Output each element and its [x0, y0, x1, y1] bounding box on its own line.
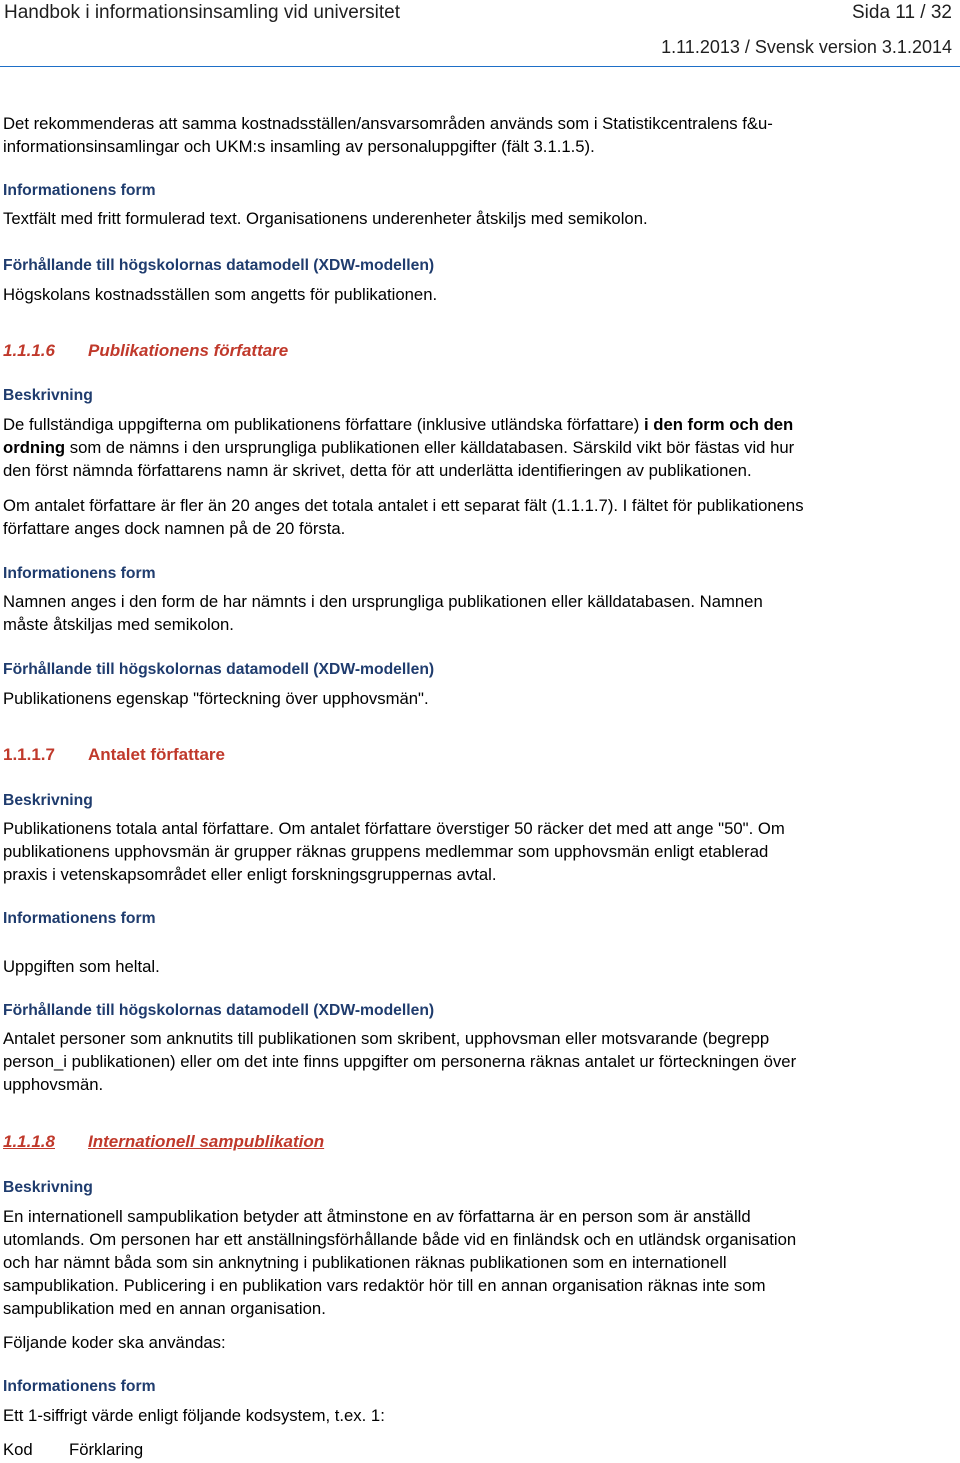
s6-p1-bold-2: ordning	[3, 438, 66, 457]
section-title: Publikationens författare	[88, 341, 289, 360]
s8-desc-line-4: sampublikation. Publicering i en publikation vars redaktör hör till en annan organisation räknas inte som	[3, 1276, 766, 1295]
s7-xdw-line-3: upphovsmän.	[3, 1075, 104, 1094]
s6-p1-text-2: som de nämns i den ursprungliga publikationen eller källdatabasen. Särskild vikt bör fästas vid hur	[65, 438, 795, 457]
column-header-code: Kod	[3, 1440, 33, 1459]
s6-form-line-2: måste åtskiljas med semikolon.	[3, 615, 234, 634]
header-divider	[0, 66, 960, 67]
s6-xdw-label: Förhållande till högskolornas datamodell (XDW-modellen)	[3, 661, 435, 678]
s8-form-text: Ett 1-siffrigt värde enligt följande kodsystem, t.ex. 1:	[3, 1406, 385, 1425]
intro-form-label: Informationens form	[3, 182, 156, 199]
intro-form-text: Textfält med fritt formulerad text. Organisationens underenheter åtskiljs med semikolon.	[3, 209, 648, 228]
section-number: 1.1.1.7	[3, 745, 55, 764]
s7-form-label: Informationens form	[3, 910, 156, 927]
intro-line-1: Det rekommenderas att samma kostnadsställen/ansvarsområden används som i Statistikcentralens f&u-	[3, 114, 773, 133]
section-title: Antalet författare	[88, 745, 225, 764]
s6-xdw-text: Publikationens egenskap "förteckning över upphovsmän".	[3, 689, 429, 708]
version-date: 1.11.2013 / Svensk version 3.1.2014	[661, 37, 952, 57]
s6-form-line-1: Namnen anges i den form de har nämnts i den ursprungliga publikationen eller källdatabasen. Namnen	[3, 592, 763, 611]
s6-p2-line-2: författare anges dock namnen på de 20 första.	[3, 519, 346, 538]
s8-codes-intro: Följande koder ska användas:	[3, 1333, 226, 1352]
s8-desc-line-1: En internationell sampublikation betyder att åtminstone en av författarna är en person som är anställd	[3, 1207, 751, 1226]
section-heading-1116	[3, 341, 288, 361]
s7-xdw-label: Förhållande till högskolornas datamodell (XDW-modellen)	[3, 1002, 435, 1019]
section-number: 1.1.1.6	[3, 341, 55, 360]
s6-p2-line-1: Om antalet författare är fler än 20 anges det totala antalet i ett separat fält (1.1.1.7). I fältet för publikationens	[3, 496, 804, 515]
section-heading-1118	[3, 1132, 324, 1152]
s7-desc-line-1: Publikationens totala antal författare. Om antalet författare överstiger 50 räcker det med att ange "50". Om	[3, 819, 785, 838]
s6-p1-line-2	[3, 437, 794, 460]
s7-xdw-line-2: person_i publikationen) eller om det inte finns uppgifter om personerna räknas antalet ur förteckningen över	[3, 1052, 797, 1071]
s6-form-label: Informationens form	[3, 565, 156, 582]
section-title: Internationell sampublikation	[88, 1132, 325, 1151]
section-number: 1.1.1.8	[3, 1132, 55, 1151]
s7-desc-label: Beskrivning	[3, 792, 93, 809]
intro-xdw-label: Förhållande till högskolornas datamodell (XDW-modellen)	[3, 257, 435, 274]
s6-p1-line-3: den först nämnda författarens namn är skrivet, detta för att underlätta identifieringen av publikationen.	[3, 461, 752, 480]
s6-p1-line-1	[3, 414, 793, 437]
s7-desc-line-3: praxis i vetenskapsområdet eller enligt forskningsgruppernas avtal.	[3, 865, 497, 884]
section-heading-1117	[3, 745, 225, 765]
intro-line-2: informationsinsamlingar och UKM:s insamling av personaluppgifter (fält 3.1.1.5).	[3, 137, 595, 156]
s8-form-label: Informationens form	[3, 1378, 156, 1395]
s6-p1-bold: i den form och den	[643, 415, 794, 434]
s8-desc-line-2: utomlands. Om personen har ett anställningsförhållande både vid en finländsk och en utländsk organisation	[3, 1230, 797, 1249]
s7-form-text: Uppgiften som heltal.	[3, 957, 160, 976]
document-title: Handbok i informationsinsamling vid universitet	[4, 2, 401, 23]
column-header-explanation: Förklaring	[69, 1440, 144, 1459]
s8-desc-label: Beskrivning	[3, 1179, 93, 1196]
s8-desc-line-3: och har nämnt båda som sin anknytning i publikationen räknas publikationen som en internationell	[3, 1253, 727, 1272]
intro-xdw-text: Högskolans kostnadsställen som angetts för publikationen.	[3, 285, 438, 304]
page-number: Sida 11 / 32	[851, 2, 952, 23]
s8-desc-line-5: sampublikation med en annan organisation.	[3, 1299, 326, 1318]
code-table-header	[3, 1439, 143, 1462]
s7-desc-line-2: publikationens upphovsmän är grupper räknas gruppens medlemmar som upphovsmän enligt etablerad	[3, 842, 769, 861]
s6-p1-text: De fullständiga uppgifterna om publikationens författare (inklusive utländska författare)	[3, 415, 644, 434]
s6-desc-label: Beskrivning	[3, 387, 93, 404]
s7-xdw-line-1: Antalet personer som anknutits till publikationen som skribent, upphovsman eller motsvarande (begrepp	[3, 1029, 770, 1048]
